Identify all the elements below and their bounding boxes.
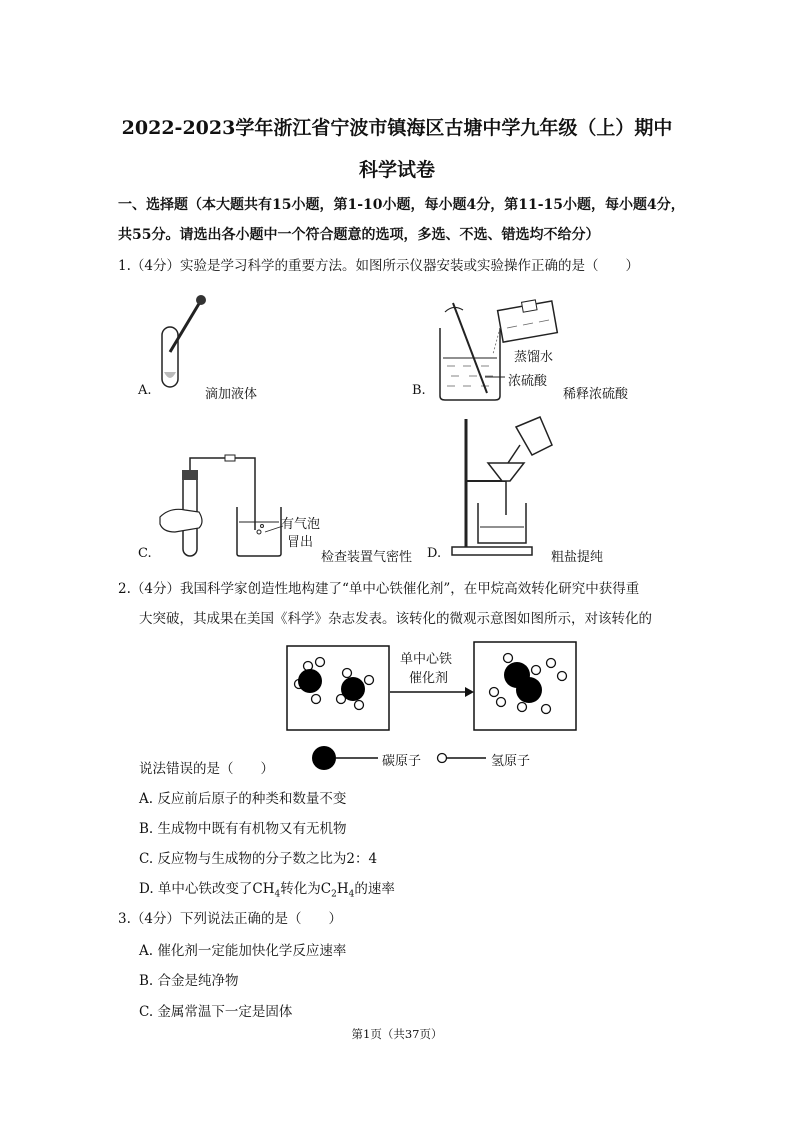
label-distilled-water: 蒸馏水 xyxy=(514,350,554,365)
legend-carbon-atom: 碳原子 xyxy=(382,754,422,769)
page-footer: 第1页（共37页） xyxy=(351,1027,443,1041)
q1-option-c-letter: C. xyxy=(138,546,152,561)
q2-option-c: C. 反应物与生成物的分子数之比为2：4 xyxy=(139,851,378,867)
q2-stem-line3: 说法错误的是（ ） xyxy=(139,761,274,777)
q1-option-b-letter: B. xyxy=(412,383,426,398)
q2-option-d: D. 单中心铁改变了$CH_4$转化为$C_2H_4$的速率 xyxy=(139,881,395,900)
document-subtitle: 科学试卷 xyxy=(358,159,435,181)
q3-option-b: B. 合金是纯净物 xyxy=(139,973,239,989)
q3-option-a: A. 催化剂一定能加快化学反应速率 xyxy=(139,943,347,959)
figure-dropper-test-tube xyxy=(150,292,210,397)
figure-filtration xyxy=(448,415,558,560)
label-bubbles: 有气泡 xyxy=(281,517,321,532)
label-conc-sulfuric-acid: 浓硫酸 xyxy=(508,374,548,389)
q1-option-a-letter: A. xyxy=(138,383,152,398)
q2-stem-line2: 大突破，其成果在美国《科学》杂志发表。该转化的微观示意图如图所示，对该转化的 xyxy=(139,611,652,627)
q3-stem: 3.（4分）下列说法正确的是（ ） xyxy=(118,911,342,927)
q2-option-b: B. 生成物中既有有机物又有无机物 xyxy=(139,821,347,837)
label-catalyst-line2: 催化剂 xyxy=(409,671,449,686)
label-emerge: 冒出 xyxy=(287,535,314,550)
q2-stem-line1: 2.（4分）我国科学家创造性地构建了“单中心铁催化剂”，在甲烷高效转化研究中获得重 xyxy=(118,581,640,597)
q1-stem: 1.（4分）实验是学习科学的重要方法。如图所示仪器安装或实验操作正确的是（ ） xyxy=(118,258,639,274)
q3-option-c: C. 金属常温下一定是固体 xyxy=(139,1004,293,1020)
section-heading-line1: 一、选择题（本大题共有15小题，第1-10小题，每小题4分，第11-15小题，每小题4分， xyxy=(118,197,685,213)
q1-option-a-caption: 滴加液体 xyxy=(205,387,258,402)
document-title: 2022-2023学年浙江省宁波市镇海区古塘中学九年级（上）期中 xyxy=(121,117,673,139)
q1-option-b-caption: 稀释浓硫酸 xyxy=(563,387,629,402)
label-catalyst-line1: 单中心铁 xyxy=(400,652,453,667)
q2-option-a: A. 反应前后原子的种类和数量不变 xyxy=(139,791,347,807)
figure-airtightness-check xyxy=(155,452,285,562)
q1-option-d-caption: 粗盐提纯 xyxy=(551,550,604,565)
section-heading-line2: 共55分。请选出各小题中一个符合题意的选项，多选、不选、错选均不给分） xyxy=(118,227,600,243)
legend-hydrogen-atom: 氢原子 xyxy=(491,754,531,769)
q1-option-c-caption: 检查装置气密性 xyxy=(321,550,413,565)
q1-option-d-letter: D. xyxy=(427,546,442,561)
